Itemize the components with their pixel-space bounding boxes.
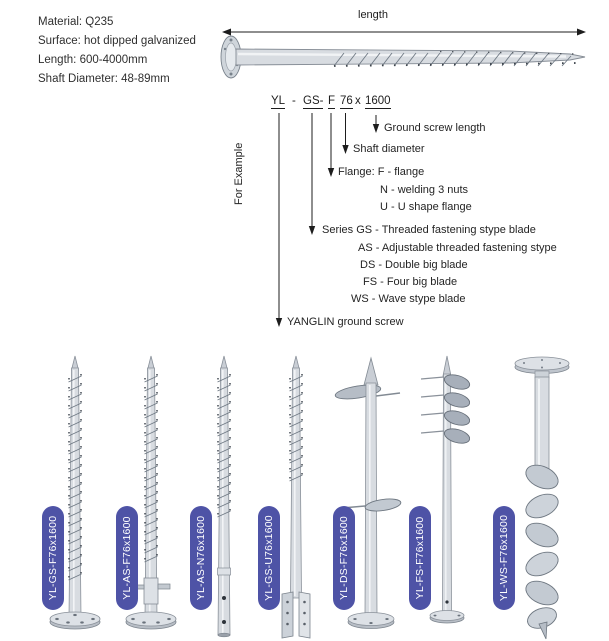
code-series: GS-	[303, 95, 324, 107]
product-label-gs-u: YL-GS-U76x1600	[258, 506, 280, 610]
annotation-series-as: AS - Adjustable threaded fastening stype	[358, 242, 557, 254]
product-label-gs-f: YL-GS-F76x1600	[42, 506, 64, 610]
product-label-as-n: YL-AS-N76x1600	[190, 506, 212, 610]
spec-surface: Surface: hot dipped galvanized	[38, 35, 196, 47]
product-label-ds-f: YL-DS-F76x1600	[333, 506, 355, 610]
annotation-brand: YANGLIN ground screw	[287, 316, 404, 328]
product-label-fs-f: YL-FS-F76x1600	[409, 506, 431, 610]
arrow-gs	[309, 226, 315, 235]
annotation-series-ws: WS - Wave stype blade	[351, 293, 466, 305]
arrow-1600	[373, 124, 379, 133]
annotation-ground-screw-length: Ground screw length	[384, 122, 486, 134]
product-label-ws-f: YL-WS-F76x1600	[493, 506, 515, 610]
arrow-f	[328, 168, 334, 177]
code-screw-length: 1600	[365, 95, 391, 107]
annotation-series-fs: FS - Four big blade	[363, 276, 458, 288]
code-flange: F	[328, 95, 336, 107]
annotation-shaft-diameter: Shaft diameter	[353, 143, 425, 155]
code-diameter: 76	[340, 95, 353, 107]
annotation-series-ds: DS - Double big blade	[360, 259, 468, 271]
product-label-as-f: YL-AS-F76x1600	[116, 506, 138, 610]
spec-length: Length: 600-4000mm	[38, 54, 148, 66]
annotation-flange-f: Flange: F - flange	[338, 166, 425, 178]
length-dimension-label: length	[358, 9, 388, 21]
code-prefix: YL	[271, 95, 286, 107]
code-separator: -	[292, 95, 296, 107]
annotation-series-gs: Series GS - Threaded fastening stype blade	[322, 224, 536, 236]
arrow-yl	[276, 318, 282, 327]
for-example-label: For Example	[233, 142, 245, 205]
annotation-flange-n: N - welding 3 nuts	[380, 184, 469, 196]
spec-shaft-diameter: Shaft Diameter: 48-89mm	[38, 73, 170, 85]
spec-material: Material: Q235	[38, 16, 114, 28]
annotation-flange-u: U - U shape flange	[380, 201, 472, 213]
code-times: x	[355, 95, 361, 107]
arrow-76	[342, 145, 348, 154]
